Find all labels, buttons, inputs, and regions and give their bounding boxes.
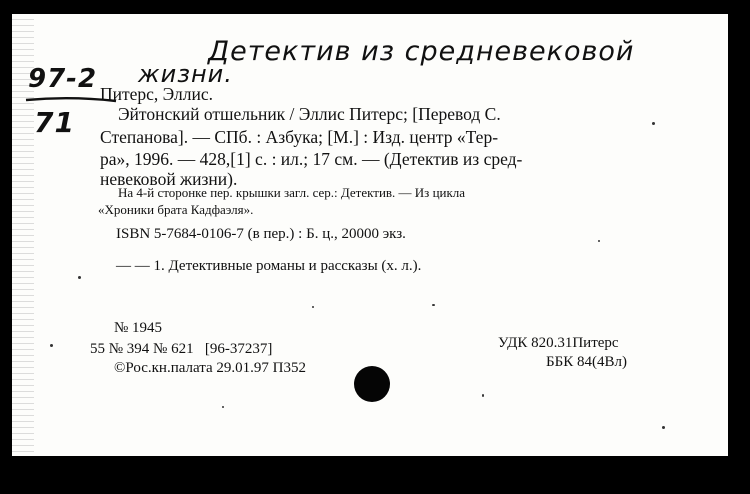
entry-line-3: ра», 1996. — 428,[1] с. : ил.; 17 см. — (Детектив из сред- <box>100 149 523 169</box>
entry-line-2: Степанова]. — СПб. : Азбука; [М.] : Изд. центр «Тер- <box>100 127 499 147</box>
catalog-card <box>12 14 728 456</box>
entry-author: Питерс, Эллис. <box>100 84 213 104</box>
scan-speck <box>652 122 655 125</box>
footer-registration: 55 № 394 № 621 [96-37237] <box>90 341 273 357</box>
scan-speck <box>662 426 665 429</box>
entry-note-2: «Хроники брата Кадфаэля». <box>98 202 254 217</box>
scan-speck <box>482 394 484 397</box>
scan-speck <box>50 344 53 347</box>
entry-note-1: На 4-й сторонке пер. крышки загл. сер.: Детектив. — Из цикла <box>118 185 466 200</box>
handwritten-title-line2: жизни. <box>138 60 233 88</box>
scan-speck <box>598 240 600 242</box>
scan-speck <box>312 306 314 308</box>
shelf-mark-top: 97-2 <box>28 64 98 94</box>
footer-bbk: ББК 84(4Вл) <box>546 354 627 370</box>
shelf-mark-bottom: 71 <box>34 106 75 139</box>
card-punch-hole <box>354 366 390 402</box>
entry-line-1: Эйтонский отшельник / Эллис Питерс; [Перевод С. <box>118 104 501 124</box>
footer-number: № 1945 <box>114 320 163 336</box>
entry-isbn: ISBN 5-7684-0106-7 (в пер.) : Б. ц., 20000 экз. <box>116 226 406 242</box>
handwritten-title-line1: Детектив из средневековой <box>208 36 635 67</box>
scan-speck <box>222 406 224 408</box>
scan-speck <box>78 276 81 279</box>
entry-subject-heading: — — 1. Детективные романы и рассказы (х. л.). <box>116 258 422 274</box>
footer-copyright: ©Рос.кн.палата 29.01.97 П352 <box>114 360 307 376</box>
scan-speck <box>432 304 435 306</box>
entry-line-4: невековой жизни). <box>100 169 238 189</box>
footer-udk: УДК 820.31Питерс <box>498 335 619 351</box>
